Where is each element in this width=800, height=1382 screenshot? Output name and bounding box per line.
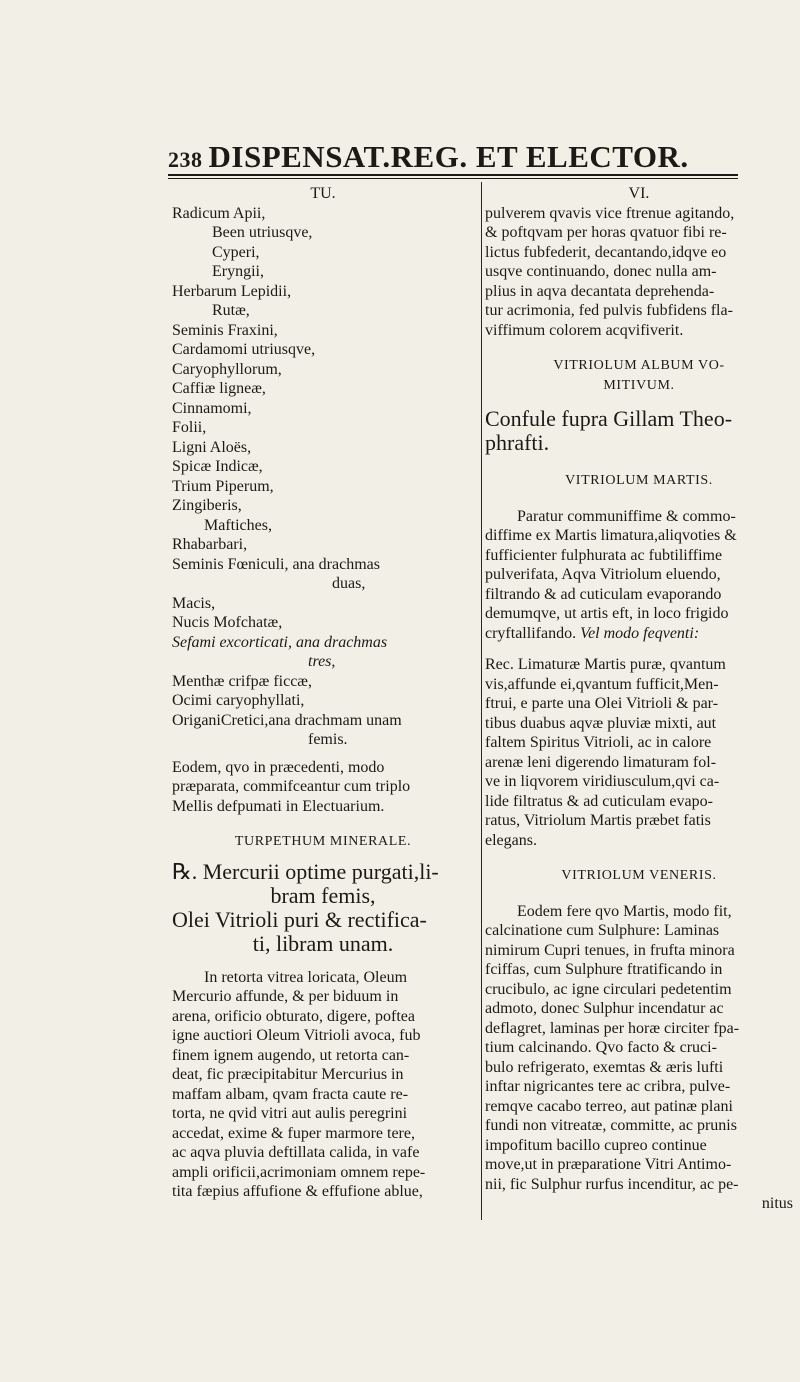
text-line: move,ut in præparatione Vitri Antimo- — [485, 1156, 732, 1173]
text-line: præparata, commifceantur cum triplo — [172, 778, 411, 795]
text-line: usqve continuando, donec nulla am- — [485, 263, 717, 280]
text-line: ratus, Vitriolum Martis præbet fatis — [485, 812, 711, 829]
catchword: nitus — [761, 1195, 793, 1212]
recipe-block — [172, 860, 474, 956]
paragraph — [485, 655, 793, 850]
section-heading: TURPETHUM MINERALE. — [234, 834, 412, 849]
text-span: cryftallifando. — [485, 624, 581, 642]
text-line: tibus duabus aqvæ pluviæ mixti, aut — [485, 714, 717, 732]
ingredient: OriganiCretici,ana drachmam unam — [172, 711, 402, 729]
ingredient-continued: tres, — [308, 653, 336, 670]
ingredient: Ocimi caryophyllati, — [172, 692, 305, 709]
text-line: fciffas, cum Sulphure ftratificando in — [485, 961, 723, 978]
page-number: 238 — [168, 147, 203, 172]
text-line: ampli orificii,acrimoniam omnem repe- — [172, 1163, 426, 1181]
text-line: arena, orificio obturato, digere, poftea — [172, 1007, 415, 1025]
text-line — [485, 624, 793, 644]
ingredient: Nucis Mofchatæ, — [172, 614, 283, 631]
text-line: bulo refrigerato, exemtas & æris lufti — [485, 1058, 724, 1076]
text-line: Mellis defpumati in Electuarium. — [172, 797, 385, 815]
ingredient: Sefami excorticati, ana drachmas — [172, 633, 388, 651]
ingredient-list — [172, 204, 474, 750]
ingredient: Rhabarbari, — [172, 536, 248, 553]
text-line: pulverifata, Aqva Vitriolum eluendo, — [485, 566, 721, 583]
text-line: plius in aqva decantata deprehenda- — [485, 282, 715, 300]
ingredient: Cinnamomi, — [172, 399, 252, 417]
running-title: DISPENSAT.REG. ET ELECTOR. — [208, 139, 689, 174]
text-line: impofitum bacillo cupreo continue — [485, 1136, 707, 1154]
paragraph — [485, 902, 793, 1195]
ingredient: Cardamomi utriusqve, — [172, 341, 316, 358]
text-line: In retorta vitrea loricata, Oleum — [204, 968, 408, 986]
text-line: viffimum colorem acqvifiverit. — [485, 321, 684, 339]
text-line: Eodem fere qvo Martis, modo fit, — [517, 902, 732, 920]
text-line: maffam albam, qvam fracta caute re- — [172, 1085, 409, 1103]
text-line: diffime ex Martis limatura,aliqvoties & — [485, 527, 737, 544]
text-line: accedat, exime & fuper marmore tere, — [172, 1124, 415, 1142]
text-line: deflagret, laminas per horæ circiter fpa- — [485, 1019, 740, 1037]
paragraph — [485, 507, 793, 644]
ingredient-continued: duas, — [332, 575, 366, 592]
ingredient-continued: femis. — [308, 731, 348, 748]
recipe-line: Olei Vitrioli puri & rectifica- — [172, 906, 427, 932]
right-section-label: VI. — [628, 185, 650, 202]
section-heading: VITRIOLUM VENERIS. — [561, 868, 717, 883]
ingredient: Seminis Fœniculi, ana drachmas — [172, 555, 380, 573]
ingredient: Folii, — [172, 419, 207, 436]
text-line: remqve cacabo terreo, aut patinæ plani — [485, 1097, 733, 1115]
text-line: arenæ leni digerendo limaturam fol- — [485, 753, 717, 771]
consule-line: phrafti. — [485, 430, 550, 455]
text-line: Eodem, qvo in præcedenti, modo — [172, 758, 385, 776]
ingredient: Caryophyllorum, — [172, 360, 282, 378]
ingredient: Spicæ Indicæ, — [172, 458, 263, 475]
text-line: fundi non vitreatæ, committe, ac prunis — [485, 1117, 737, 1134]
text-line: deat, fic præcipitabitur Mercurius in — [172, 1066, 404, 1083]
ingredient: Zingiberis, — [172, 497, 242, 514]
column-divider — [481, 182, 482, 1220]
text-line: finem ignem augendo, ut retorta can- — [172, 1046, 410, 1064]
ingredient: Ligni Aloës, — [172, 438, 252, 456]
text-line: & poftqvam per horas qvatuor fibi re- — [485, 224, 727, 241]
paragraph — [485, 204, 793, 341]
text-line: calcinatione cum Sulphure: Laminas — [485, 922, 720, 939]
right-column — [485, 184, 793, 1214]
text-line: inftar nigricantes tere ac cribra, pulve- — [485, 1078, 731, 1095]
left-section-label: TU. — [310, 185, 336, 202]
text-span-italic: Vel modo feqventi: — [580, 624, 700, 642]
text-line: lide filtratus & ad cuticulam evapo- — [485, 792, 713, 810]
text-line: igne auctiori Oleum Vitrioli avoca, fub — [172, 1027, 421, 1044]
ingredient: Eryngii, — [212, 263, 264, 280]
text-line: admoto, donec Sulphur incendatur ac — [485, 1000, 724, 1017]
left-column — [172, 184, 474, 1202]
text-line: Mercurio affunde, & per biduum in — [172, 988, 399, 1005]
text-line: filtrando & ad cuticulam evaporando — [485, 585, 722, 603]
ingredient: Rutæ, — [212, 302, 250, 319]
ingredient: Macis, — [172, 594, 216, 612]
text-line: lictus fubfederit, decantando,idqve eo — [485, 243, 727, 261]
text-line: ac aqva pluvia deftillata calida, in vafe — [172, 1144, 420, 1161]
ingredient: Caffiæ ligneæ, — [172, 380, 266, 397]
text-line: tita fæpius affufione & effufione ablue, — [172, 1183, 423, 1200]
text-line: Paratur communiffime & commo- — [517, 507, 736, 525]
head-rule-thin — [168, 178, 738, 179]
consule-line: Confule fupra Gillam Theo- — [485, 406, 733, 431]
text-line: ve in liqvorem viridiusculum,qvi ca- — [485, 773, 720, 790]
text-line: nimirum Cupri tenues, in frufta minora — [485, 941, 735, 959]
head-rule — [168, 174, 738, 176]
text-line: demumqve, ut artis eft, in loco frigido — [485, 605, 729, 622]
ingredient: Radicum Apii, — [172, 204, 266, 222]
text-line: crucibulo, ac igne circulari pedetentim — [485, 980, 732, 998]
text-line: faltem Spiritus Vitrioli, ac in calore — [485, 734, 712, 751]
text-line: tur acrimonia, fed pulvis fubfidens fla- — [485, 302, 733, 319]
text-line: pulverem qvavis vice ftrenue agitando, — [485, 204, 735, 222]
text-line: nii, fic Sulphur rurfus incenditur, ac pe- — [485, 1175, 739, 1193]
ingredient: Trium Piperum, — [172, 477, 274, 495]
paragraph — [172, 968, 474, 1202]
section-heading: VITRIOLUM MARTIS. — [565, 473, 713, 488]
text-line: torta, ne qvid vitri aut aulis peregrini — [172, 1105, 408, 1122]
paragraph — [172, 758, 474, 817]
text-line: Rec. Limaturæ Martis puræ, qvantum — [485, 656, 726, 673]
ingredient: Been utriusqve, — [212, 224, 313, 241]
recipe-line: bram femis, — [270, 882, 376, 908]
ingredient: Seminis Fraxini, — [172, 321, 278, 339]
section-heading: MITIVUM. — [603, 377, 675, 393]
running-head — [168, 140, 738, 177]
text-line: tium calcinando. Qvo facto & cruci- — [485, 1039, 717, 1056]
text-line: elegans. — [485, 831, 537, 849]
recipe-line: ℞. Mercurii optime purgati,li- — [172, 858, 439, 884]
recipe-line: ti, libram unam. — [252, 930, 394, 956]
ingredient: Herbarum Lepidii, — [172, 282, 292, 300]
ingredient: Cyperi, — [212, 243, 260, 261]
text-line: fufficienter fulphurata ac fubtiliffime — [485, 546, 723, 564]
ingredient: Maftiches, — [204, 516, 272, 534]
section-heading: VITRIOLUM ALBUM VO- — [553, 358, 725, 373]
ingredient: Menthæ crifpæ ficcæ, — [172, 672, 312, 690]
text-line: vis,affunde ei,qvantum fufficit,Men- — [485, 675, 719, 693]
text-line: ftrui, e parte una Olei Vitrioli & par- — [485, 695, 719, 712]
